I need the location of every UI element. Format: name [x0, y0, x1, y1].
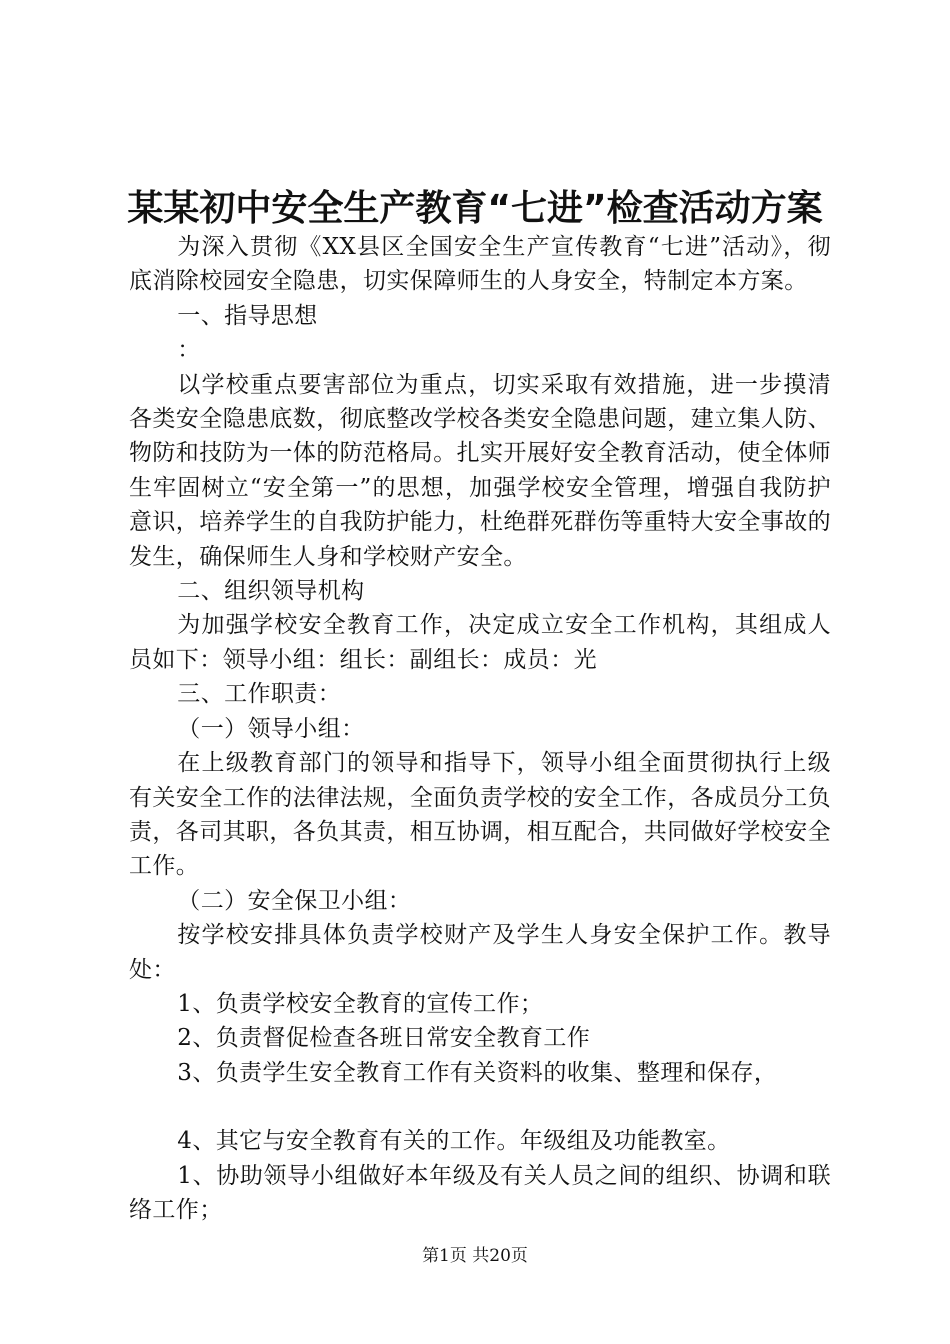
- section-heading-organization: 二、组织领导机构: [177, 578, 365, 605]
- subheading-leading-group: （一）领导小组：: [177, 715, 365, 742]
- list-item: 2、负责督促检查各班日常安全教育工作: [177, 1025, 591, 1052]
- list-item: 4、其它与安全教育有关的工作。年级组及功能教室。: [177, 1128, 731, 1155]
- document-body: [129, 230, 831, 1227]
- section-heading-duties: 三、工作职责：: [177, 681, 342, 708]
- document-title: 某某初中安全生产教育“七进”检查活动方案: [127, 188, 823, 229]
- list-item: 1、负责学校安全教育的宣传工作；: [177, 990, 544, 1017]
- security-group-paragraph: 按学校安排具体负责学校财产及学生人身安全保护工作。教导处：: [129, 922, 831, 983]
- organization-paragraph: 为加强学校安全教育工作，决定成立安全工作机构，其组成人员如下：领导小组：组长：副组长：成员：光: [129, 612, 831, 673]
- blank-line: [129, 1090, 831, 1124]
- list-item: 1、协助领导小组做好本年级及有关人员之间的组织、协调和联络工作；: [129, 1162, 831, 1223]
- list-item: 3、负责学生安全教育工作有关资料的收集、整理和保存，: [177, 1059, 778, 1086]
- page-number-footer: 第1页 共20页: [422, 1246, 528, 1266]
- guiding-ideology-paragraph: 以学校重点要害部位为重点，切实采取有效措施，进一步摸清各类安全隐患底数，彻底整改学校各类安全隐患问题，建立集人防、物防和技防为一体的防范格局。扎实开展好安全教育活动，使全体师生牢固树立“安全第一”的思想，加强学校安全管理，增强自我防护意识，培养学生的自我防护能力，杜绝群死群伤等重特大安全事故的发生，确保师生人身和学校财产安全。: [129, 371, 831, 570]
- leading-group-paragraph: 在上级教育部门的领导和指导下，领导小组全面贯彻执行上级有关安全工作的法律法规，全面负责学校的安全工作，各成员分工负责，各司其职，各负其责，相互协调，相互配合，共同做好学校安全工作。: [129, 750, 831, 880]
- subheading-security-group: （二）安全保卫小组：: [177, 887, 412, 914]
- colon-line: ：: [177, 337, 201, 364]
- intro-paragraph: 为深入贯彻《XX县区全国安全生产宣传教育“七进”活动》，彻底消除校园安全隐患，切实保障师生的人身安全，特制定本方案。: [129, 234, 831, 295]
- section-heading-guiding-ideology: 一、指导思想: [177, 302, 318, 329]
